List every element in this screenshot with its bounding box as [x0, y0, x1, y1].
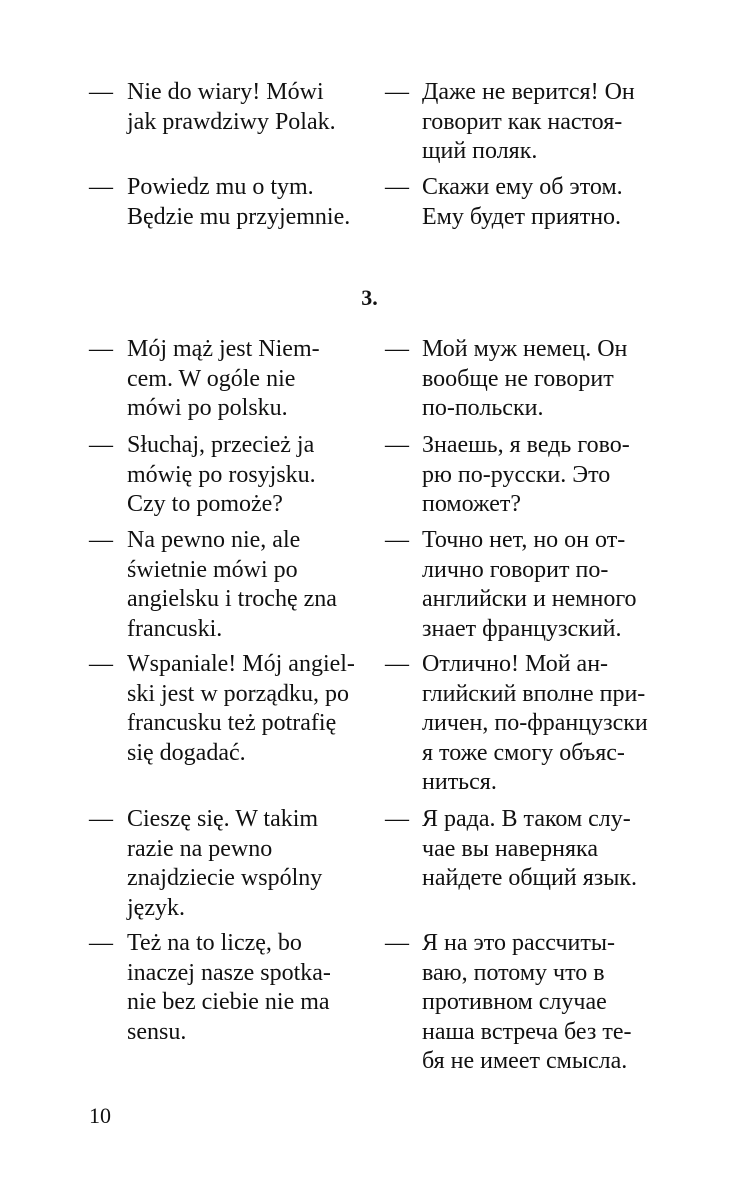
polish-line-block	[127, 526, 337, 644]
polish-line-block	[127, 173, 350, 232]
russian-line-block	[422, 805, 637, 894]
polish-line: cem. W ogóle nie	[127, 365, 296, 392]
russian-line: ваю, потому что в	[422, 959, 605, 986]
russian-dash: —	[385, 174, 409, 200]
polish-line: znajdziecie wspólny	[127, 865, 323, 891]
russian-line: Даже не верится! Он	[422, 79, 635, 105]
russian-dash: —	[385, 432, 409, 458]
russian-line: найдете общий язык.	[422, 865, 638, 891]
russian-line: поможет?	[422, 491, 522, 517]
polish-line: język.	[127, 894, 185, 921]
russian-line: глийский вполне при-	[422, 680, 646, 707]
russian-line-block	[422, 650, 648, 798]
russian-line: вообще не говорит	[422, 365, 614, 392]
russian-line: говорит как настоя-	[422, 108, 623, 135]
russian-line-block	[422, 78, 635, 167]
russian-line: по-польски.	[422, 395, 544, 421]
polish-line-block	[127, 929, 331, 1047]
russian-line-block	[422, 526, 637, 644]
polish-line: inaczej nasze spotka-	[127, 959, 331, 986]
russian-line-block	[422, 929, 631, 1077]
russian-line: щий поляк.	[422, 138, 538, 164]
russian-line: рю по-русски. Это	[422, 461, 611, 488]
polish-line-block	[127, 805, 322, 923]
russian-line: Скажи ему об этом.	[422, 174, 623, 200]
russian-dash: —	[385, 651, 409, 677]
russian-line-block	[422, 173, 623, 232]
russian-dash: —	[385, 806, 409, 832]
polish-line: francuski.	[127, 615, 223, 642]
russian-line: личен, по-французски	[422, 710, 648, 736]
section-heading: 3.	[361, 285, 378, 310]
polish-line-block	[127, 78, 336, 137]
polish-line-block	[127, 431, 316, 520]
russian-line: лично говорит по-	[422, 556, 609, 583]
russian-line: Точно нет, но он от-	[422, 527, 626, 553]
polish-line: Wspaniale! Mój angiel-	[127, 651, 355, 677]
polish-line: ski jest w porządku, po	[127, 680, 349, 707]
polish-line: Powiedz mu o tym.	[127, 174, 314, 200]
russian-line: чае вы наверняка	[422, 835, 599, 862]
russian-line-block	[422, 335, 627, 424]
russian-line: противном случае	[422, 989, 607, 1015]
polish-dash: —	[89, 930, 113, 956]
polish-line: Czy to pomoże?	[127, 491, 283, 517]
polish-line: się dogadać.	[127, 739, 246, 766]
russian-dash: —	[385, 930, 409, 956]
polish-line: Też na to liczę, bo	[127, 930, 302, 956]
russian-line: Ему будет приятно.	[422, 203, 622, 230]
polish-line-block	[127, 335, 320, 424]
russian-line: Знаешь, я ведь гово-	[422, 432, 630, 458]
polish-dash: —	[89, 336, 113, 362]
russian-line: английски и немного	[422, 586, 637, 612]
polish-line: Na pewno nie, ale	[127, 527, 301, 553]
polish-dash: —	[89, 651, 113, 677]
polish-line: Słuchaj, przecież ja	[127, 432, 315, 458]
russian-line: Мой муж немец. Он	[422, 336, 628, 362]
polish-dash: —	[89, 79, 113, 105]
polish-line: razie na pewno	[127, 835, 273, 862]
russian-line-block	[422, 431, 630, 520]
russian-line: Я на это рассчиты-	[422, 930, 615, 956]
polish-line: Cieszę się. W takim	[127, 806, 319, 832]
polish-line: Mój mąż jest Niem-	[127, 336, 320, 362]
polish-line: Nie do wiary! Mówi	[127, 79, 324, 105]
polish-line: sensu.	[127, 1018, 187, 1045]
russian-line: Я рада. В таком слу-	[422, 806, 631, 832]
polish-line: nie bez ciebie nie ma	[127, 989, 330, 1015]
polish-line: Będzie mu przyjemnie.	[127, 203, 351, 230]
polish-dash: —	[89, 527, 113, 553]
polish-line: francusku też potrafię	[127, 710, 337, 736]
russian-line: я тоже смогу объяс-	[422, 739, 625, 766]
polish-line-block	[127, 650, 355, 768]
russian-line: бя не имеет смысла.	[422, 1048, 628, 1074]
russian-dash: —	[385, 336, 409, 362]
polish-line: mówię po rosyjsku.	[127, 461, 316, 488]
polish-dash: —	[89, 806, 113, 832]
russian-dash: —	[385, 79, 409, 105]
polish-line: angielsku i trochę zna	[127, 586, 337, 612]
polish-line: mówi po polsku.	[127, 395, 288, 421]
russian-dash: —	[385, 527, 409, 553]
page-number: 10	[89, 1103, 111, 1128]
russian-line: ниться.	[422, 769, 497, 795]
polish-line: jak prawdziwy Polak.	[127, 108, 336, 135]
polish-line: świetnie mówi po	[127, 556, 298, 583]
polish-dash: —	[89, 174, 113, 200]
polish-dash: —	[89, 432, 113, 458]
russian-line: Отлично! Мой ан-	[422, 651, 609, 677]
russian-line: знает французский.	[422, 615, 622, 642]
russian-line: наша встреча без те-	[422, 1018, 632, 1045]
